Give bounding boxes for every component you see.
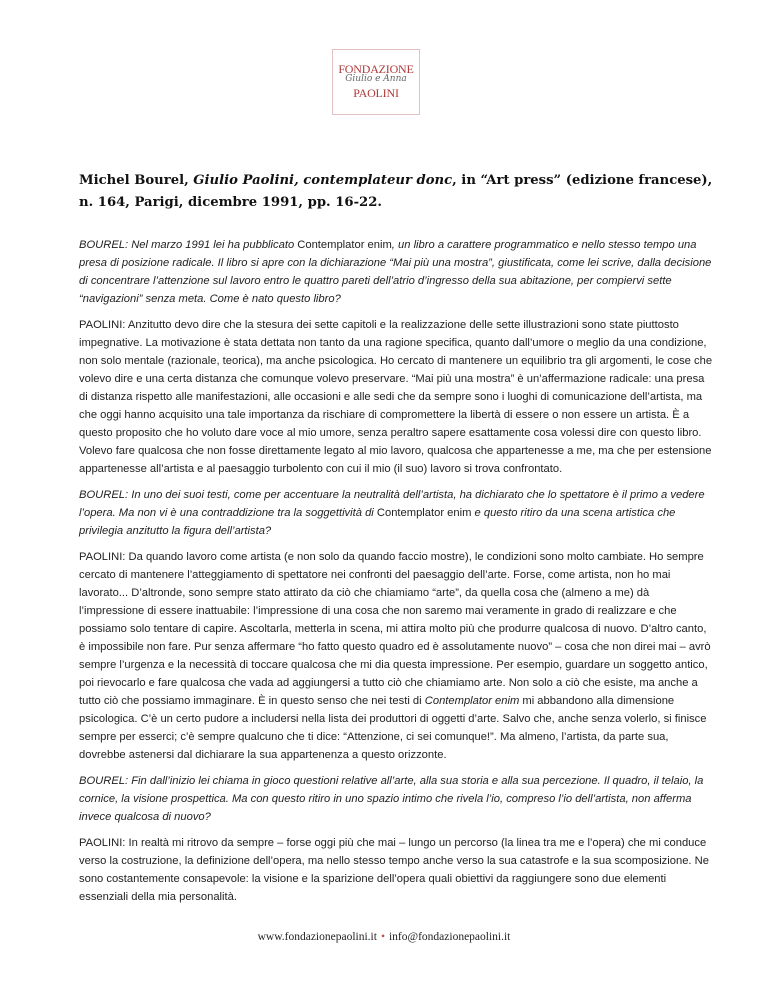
title-article: Giulio Paolini, contemplateur donc [193, 173, 453, 188]
logo-line-paolini: PAOLINI [353, 86, 399, 100]
question-text: e questo ritiro da una scena artistica che privilegia anzitutto la figura dell’artista? [79, 507, 676, 537]
question-text: BOUREL: In uno dei suoi testi, come per accentuare la neutralità dell’artista, ha dichiarato che lo spettatore è il primo a vedere l’opera. Ma non vi è una contraddizione tra la soggettività di [79, 489, 705, 519]
logo-line-fondazione: FONDAZIONE [338, 62, 414, 76]
answer-text: PAOLINI: Da quando lavoro come artista (e non solo da quando faccio mostre), le condizioni sono molto cambiate. Ho sempre cercato di mantenere l’atteggiamento di spettatore nei confronti del paesaggio dell’arte. Forse, come artista, non ho mai lavorato... D’altronde, sono sempre stato attirato da ciò che chiamiamo “arte”, da quella cosa che (almeno a me) dà l’impressione di essere inattuabile: l’impressione di una cosa che non saremo mai veramente in grado di realizzare e che possiamo solo tentare di capire. Ascoltarla, metterla in scena, mi attira molto più che produrre qualcosa di nuovo. D’altro canto, è impossibile non fare. Pur senza affermare “ho fatto questo quadro ed è assolutamente nuovo” – cosa che non direi mai – avrò sempre l’urgenza e la necessità di toccare qualcosa che mi dia questa impressione. Per esempio, guardare un soggetto antico, poi rievocarlo e fare qualcosa che vada ad aggiungersi a tutto ciò che chiamiamo arte. Non solo a ciò che esiste, ma anche a tutto ciò che possiamo immaginare. È in questo senso che nei testi di [79, 551, 711, 707]
logo-script-text: Giulio e Anna [345, 74, 407, 84]
title-author: Michel Bourel, [79, 173, 194, 188]
book-title: Contemplator enim [297, 239, 392, 251]
answer-paragraph [79, 548, 713, 764]
book-title: Contemplator enim [376, 507, 472, 519]
separator-dot: • [380, 931, 385, 943]
page-footer [0, 931, 768, 943]
interview-body [79, 236, 713, 914]
book-title: Contemplator enim [424, 695, 520, 707]
answer-paragraph: PAOLINI: In realtà mi ritrovo da sempre – forse oggi più che mai – lungo un percorso (la linea tra me e l’opera) che mi conduce verso la costruzione, la definizione dell’opera, ma nello stesso tempo anche verso la sua catastrofe e la sua scomposizione. Ne sono costantemente consapevole: la visione e la sparizione dell’opera quali obiettivi da raggiungere sono due elementi essenziali della mia personalità. [79, 837, 709, 903]
website-link[interactable]: www.fondazionepaolini.it [257, 931, 377, 943]
answer-text: mi abbandono alla dimensione psicologica. C’è un certo pudore a includersi nella lista dei produttori di oggetti d’arte. Salvo che, anche senza volerlo, si finisce sempre per esserci; c’è sempre qualcuno che ti dice: “Attenzione, ci sei comunque!”. Ma almeno, l’artista, da parte sua, dovrebbe astenersi dal dichiarare la sua appartenenza a questo orizzonte. [79, 695, 707, 761]
question-paragraph [79, 486, 713, 540]
question-text: , un libro a carattere programmatico e nello stesso tempo una presa di posizione radicale. Il libro si apre con la dichiarazione “Mai più una mostra”, giustificata, come lei scrive, dalla decisione di concentrare l’attenzione sul lavoro entro le quattro pareti dell’atrio d’ingresso della sua abitazione, per compiervi sette “navigazioni” senza meta. Come è nato questo libro? [79, 239, 712, 305]
question-paragraph: BOUREL: Fin dall’inizio lei chiama in gioco questioni relative all’arte, alla sua storia e alla sua percezione. Il quadro, il telaio, la cornice, la visione prospettica. Ma con questo ritiro in uno spazio intimo che rivela l’io, compreso l’io dell’artista, non afferma invece qualcosa di nuovo? [79, 775, 704, 823]
email-link[interactable]: info@fondazionepaolini.it [388, 931, 511, 943]
question-paragraph [79, 236, 713, 308]
document-title [79, 170, 719, 214]
answer-paragraph: PAOLINI: Anzitutto devo dire che la stesura dei sette capitoli e la realizzazione delle sette illustrazioni sono state piuttosto impegnative. La motivazione è stata dettata non tanto da una ragione specifica, quanto dall’umore o meglio da una condizione, non solo mentale (razionale, teorica), ma anche psicologica. Ho cercato di mantenere un equilibrio tra gli argomenti, le cose che volevo dire e una certa distanza che comunque volevo preservare. “Mai più una mostra” è un’affermazione radicale: una presa di distanza rispetto alle manifestazioni, alle occasioni e alle sedi che da sempre sono i luoghi di comunicazione dell’artista, ma che oggi hanno acquisito una tale importanza da rischiare di compromettere la libertà di essere o non essere un artista. È a questo proposito che ho voluto dare voce al mio umore, senza peraltro sapere esattamente cosa volessi dire con questo libro. Volevo fare qualcosa che non fosse direttamente legato al mio lavoro, qualcosa che appartenesse a me, ma che per estensione appartenesse all’artista e al paesaggio turbolento con cui il mio (il suo) lavoro si trova confrontato. [79, 319, 713, 475]
foundation-logo [332, 49, 420, 115]
question-text: BOUREL: Nel marzo 1991 lei ha pubblicato [79, 239, 298, 251]
title-source: , in “Art press” (edizione francese), n. 164, Parigi, dicembre 1991, pp. 16-22. [79, 173, 713, 210]
